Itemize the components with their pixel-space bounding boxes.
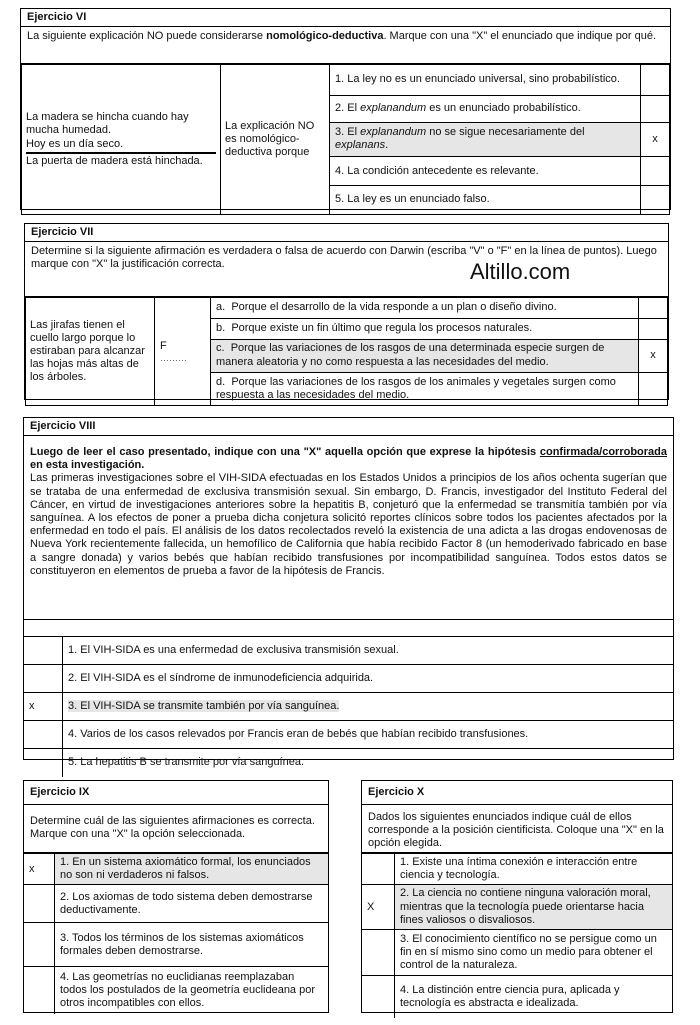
- middle-cell: La explicación NO es nomológico-deductiva porque: [221, 65, 330, 215]
- exercise-9-intro: Determine cuál de las siguientes afirmaciones es correcta. Marque con una "X" la opción seleccionada.: [24, 805, 328, 853]
- ex6-mark-2[interactable]: [641, 96, 670, 123]
- exercise-7-table: [25, 297, 668, 406]
- ex7-option-a[interactable]: a. Porque el desarrollo de la vida responde a un plan o diseño divino.: [211, 298, 639, 319]
- exercise-8-case-text: Las primeras investigaciones sobre el VIH-SIDA efectuadas en los Estados Unidos a principios de los años ochenta sugerían que se trataba de una enfermedad de exclusiva transmisión sexual. Sin embargo, D. Francis, investigador del Instituto Federal del Cáncer, en virtud de investigaciones anteriores sobre la hepatitis B, conjeturó que la enfermedad se transmitía también por vía sanguínea. A los efectos de poner a prueba dicha conjetura solicitó reportes clínicos sobre todos los pacientes afectados por la enfermedad en todo el país. El análisis de los datos recolectados reveló la existencia de una adicta a las drogas endovenosas de Nueva York recientemente fallecida, un hemofílico de California que había recibido Factor 8 (un hemoderivado fabricado en base a sangre donada) y varios bebés que habían recibido transfusiones por incompatibilidad sanguínea. Todos estos datos se constituyeron en elementos de prueba a favor de la hipótesis de Francis.: [30, 472, 667, 577]
- ex8-option-2[interactable]: 2. El VIH-SIDA es el síndrome de inmunodeficiencia adquirida.: [63, 665, 674, 693]
- exercise-8-body: [24, 436, 673, 620]
- ex10-mark-3[interactable]: [362, 929, 395, 975]
- exercise-8-options: [24, 636, 673, 777]
- ex10-option-1[interactable]: 1. Existe una íntima conexión e interacción entre ciencia y tecnología.: [395, 854, 673, 885]
- ex7-option-b[interactable]: b. Porque existe un fin último que regula los procesos naturales.: [211, 318, 639, 339]
- ex8-mark-2[interactable]: [24, 665, 63, 693]
- altillo-logo: Altillo.com: [470, 259, 571, 284]
- ex7-mark-d[interactable]: [639, 372, 668, 405]
- ex6-mark-4[interactable]: [641, 157, 670, 186]
- ex7-mark-b[interactable]: [639, 318, 668, 339]
- exercise-9-title: Ejercicio IX: [24, 781, 328, 805]
- ex10-option-4[interactable]: 4. La distinción entre ciencia pura, aplicada y tecnología es abstracta e idealizada.: [395, 975, 673, 1018]
- ex7-option-d[interactable]: d. Porque las variaciones de los rasgos de los animales y vegetales surgen como respuesta a las necesidades del medio.: [211, 372, 639, 405]
- exercise-7-title: Ejercicio VII: [25, 224, 668, 242]
- ex6-option-2[interactable]: 2. El explanandum es un enunciado probabilístico.: [330, 96, 641, 123]
- statement-cell: Las jirafas tienen el cuello largo porque lo estiraban para alcanzar las hojas más altas de los árboles.: [26, 298, 155, 406]
- ex6-option-1[interactable]: 1. La ley no es un enunciado universal, sino probabilístico.: [330, 65, 641, 96]
- ex6-option-5[interactable]: 5. La ley es un enunciado falso.: [330, 186, 641, 215]
- ex9-mark-2[interactable]: [24, 885, 55, 923]
- ex10-mark-1[interactable]: [362, 854, 395, 885]
- ex10-mark-4[interactable]: [362, 975, 395, 1018]
- ex10-mark-2[interactable]: X: [362, 885, 395, 930]
- exercise-10-title: Ejercicio X: [362, 781, 672, 805]
- exercise-10-intro: Dados los siguientes enunciados indique cuál de ellos corresponde a la posición cientificista. Coloque una "X" en la opción elegida.: [362, 805, 672, 853]
- ex8-mark-1[interactable]: [24, 637, 63, 665]
- exercise-6-intro: La siguiente explicación NO puede considerarse nomológico-deductiva. Marque con una "X" el enunciado que indique por qué.: [21, 27, 670, 64]
- answer-cell[interactable]: [155, 298, 211, 406]
- ex6-mark-3[interactable]: x: [641, 122, 670, 157]
- ex10-option-2[interactable]: 2. La ciencia no contiene ninguna valoración moral, mientras que la tecnología puede orientarse hacia fines valiosos o disvaliosos.: [395, 885, 673, 930]
- ex6-mark-1[interactable]: [641, 65, 670, 96]
- ex8-option-5[interactable]: 5. La hepatitis B se transmite por vía sanguínea.: [63, 749, 674, 777]
- exercise-7-intro: Determine si la siguiente afirmación es verdadera o falsa de acuerdo con Darwin (escriba "V" o "F" en la línea de puntos). Luego marque con "X" la justificación correcta.: [25, 242, 668, 297]
- ex9-mark-1[interactable]: x: [24, 854, 55, 885]
- exercise-9-options: [24, 853, 328, 1014]
- exercise-7: [24, 223, 669, 400]
- premise-2: Hoy es un día seco.: [26, 138, 216, 154]
- premise-1: La madera se hincha cuando hay mucha humedad.: [26, 111, 189, 137]
- ex7-mark-c[interactable]: x: [639, 339, 668, 372]
- ex6-mark-5[interactable]: [641, 186, 670, 215]
- ex8-option-4[interactable]: 4. Varios de los casos relevados por Francis eran de bebés que habían recibido transfusiones.: [63, 721, 674, 749]
- ex10-option-3[interactable]: 3. El conocimiento científico no se persigue como un fin en sí mismo sino como un medio para obtener el control de la naturaleza.: [395, 929, 673, 975]
- ex9-option-1[interactable]: 1. En un sistema axiomático formal, los enunciados no son ni verdaderos ni falsos.: [55, 854, 329, 885]
- ex8-mark-4[interactable]: [24, 721, 63, 749]
- exercise-8-title: Ejercicio VIII: [24, 418, 673, 436]
- ex6-option-3[interactable]: 3. El explanandum no se sigue necesariamente del explanans.: [330, 122, 641, 157]
- ex9-mark-3[interactable]: [24, 923, 55, 967]
- ex8-mark-3[interactable]: x: [24, 693, 63, 721]
- argument-cell: [22, 65, 221, 215]
- exercise-8-instruction: Luego de leer el caso presentado, indique con una "X" aquella opción que exprese la hipótesis confirmada/corroborada en esta investigación.: [30, 446, 667, 472]
- ex7-option-c[interactable]: c. Porque las variaciones de los rasgos de una determinada especie surgen de manera aleatoria y no como respuesta a las necesidades del medio.: [211, 339, 639, 372]
- ex9-mark-4[interactable]: [24, 967, 55, 1014]
- ex6-option-4[interactable]: 4. La condición antecedente es relevante.: [330, 157, 641, 186]
- exercise-10-options: [362, 853, 672, 1018]
- answer-value: F: [160, 339, 167, 352]
- ex7-mark-a[interactable]: [639, 298, 668, 319]
- ex8-mark-5[interactable]: [24, 749, 63, 777]
- conclusion: La puerta de madera está hinchada.: [26, 154, 203, 167]
- exercise-6: [20, 8, 671, 210]
- exercise-8: [23, 417, 674, 769]
- answer-dots: ………: [160, 352, 187, 363]
- exercise-6-table: [21, 64, 670, 215]
- exercise-9: [23, 780, 329, 1013]
- ex9-option-4[interactable]: 4. Las geometrías no euclidianas reemplazaban todos los postulados de la geometría euclideana por otros incompatibles con ellos.: [55, 967, 329, 1014]
- ex9-option-2[interactable]: 2. Los axiomas de todo sistema deben demostrarse deductivamente.: [55, 885, 329, 923]
- exercise-6-title: Ejercicio VI: [21, 9, 670, 27]
- ex8-option-1[interactable]: 1. El VIH-SIDA es una enfermedad de exclusiva transmisión sexual.: [63, 637, 674, 665]
- exercise-10: [361, 780, 673, 1013]
- ex8-option-3[interactable]: 3. El VIH-SIDA se transmite también por vía sanguínea.: [63, 693, 674, 721]
- ex9-option-3[interactable]: 3. Todos los términos de los sistemas axiomáticos formales deben demostrarse.: [55, 923, 329, 967]
